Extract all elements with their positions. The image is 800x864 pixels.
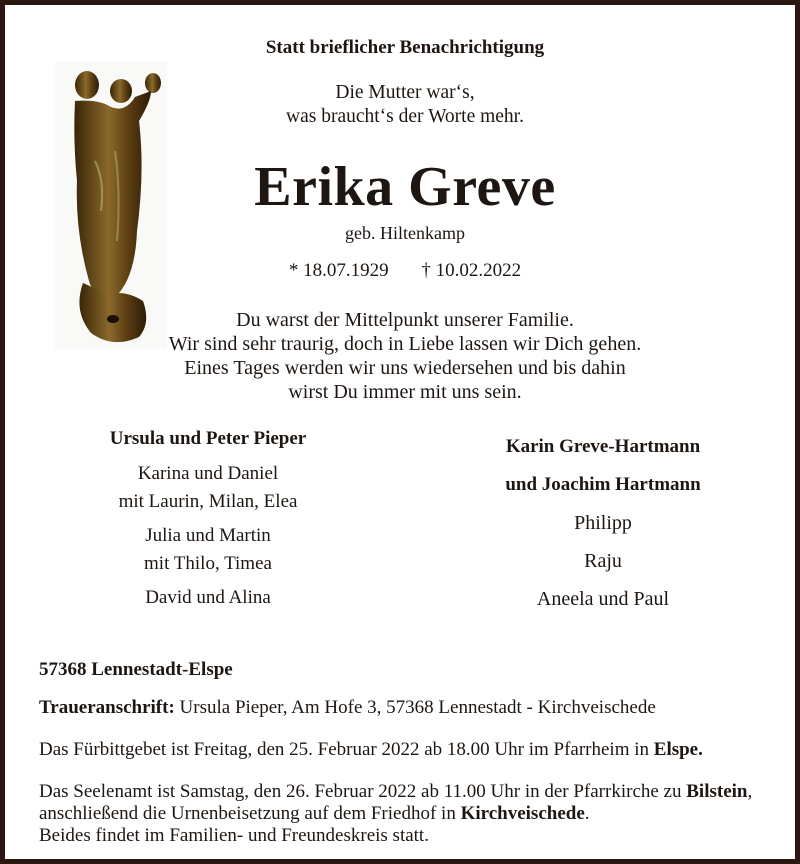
service-info — [39, 781, 779, 847]
motto — [5, 81, 800, 129]
deceased-name: Erika Greve — [254, 156, 556, 218]
birth-date: * 18.07.1929 — [288, 260, 389, 281]
entry-line: David und Alina — [145, 587, 271, 608]
mass-suffix: , — [747, 781, 753, 802]
family-right-title-line: und Joachim Hartmann — [505, 474, 701, 495]
family-entry — [65, 584, 351, 612]
burial-text: anschließend die Urnenbeisetzung auf dem Friedhof in — [39, 803, 461, 824]
family-entry — [65, 460, 351, 516]
burial-suffix: . — [584, 803, 590, 824]
family-left — [65, 428, 351, 612]
mass-place: Bilstein — [686, 781, 748, 802]
family-entry — [65, 522, 351, 578]
death-date: † 10.02.2022 — [421, 260, 522, 281]
prayer-place: Elspe. — [653, 739, 703, 760]
verse-line: Du warst der Mittelpunkt unserer Familie. — [236, 309, 574, 331]
entry-line: Raju — [584, 550, 622, 572]
motto-line: Die Mutter war‘s, — [335, 82, 475, 103]
verse-line: wirst Du immer mit uns sein. — [288, 381, 522, 403]
prayer-text: Das Fürbittgebet ist Freitag, den 25. Februar 2022 ab 18.00 Uhr im Pfarrheim in — [39, 739, 654, 760]
verse — [125, 308, 685, 404]
entry-line: Julia und Martin — [145, 525, 271, 546]
family-right-title-line: Karin Greve-Hartmann — [505, 436, 701, 457]
mourning-address — [39, 697, 779, 719]
entry-line: Aneela und Paul — [536, 588, 670, 610]
burial-place: Kirchveischede — [460, 803, 585, 824]
birth-name: geb. Hiltenkamp — [345, 223, 465, 243]
verse-line: Wir sind sehr traurig, doch in Liebe lassen wir Dich gehen. — [168, 333, 642, 355]
closing-line: Beides findet im Familien- und Freundeskreis statt. — [39, 825, 429, 846]
family-right — [450, 428, 756, 618]
life-dates — [5, 260, 800, 282]
mass-text: Das Seelenamt ist Samstag, den 26. Februar 2022 ab 11.00 Uhr in der Pfarrkirche zu — [39, 781, 687, 802]
mass-line — [39, 781, 779, 803]
entry-line: mit Laurin, Milan, Elea — [118, 491, 298, 512]
motto-line: was braucht‘s der Worte mehr. — [286, 106, 524, 127]
burial-line — [39, 803, 779, 825]
address-text: Ursula Pieper, Am Hofe 3, 57368 Lennestadt - Kirchveischede — [174, 697, 656, 718]
address-label: Traueranschrift: — [39, 697, 175, 718]
entry-line: Karina und Daniel — [137, 463, 279, 484]
entry-line: mit Thilo, Timea — [144, 553, 272, 574]
notice-header: Statt brieflicher Benachrichtigung — [265, 37, 545, 58]
prayer-info — [39, 739, 779, 761]
family-left-title: Ursula und Peter Pieper — [109, 428, 307, 449]
location: 57368 Lennestadt-Elspe — [39, 659, 233, 680]
verse-line: Eines Tages werden wir uns wiedersehen und bis dahin — [184, 357, 626, 379]
entry-line: Philipp — [574, 512, 632, 534]
